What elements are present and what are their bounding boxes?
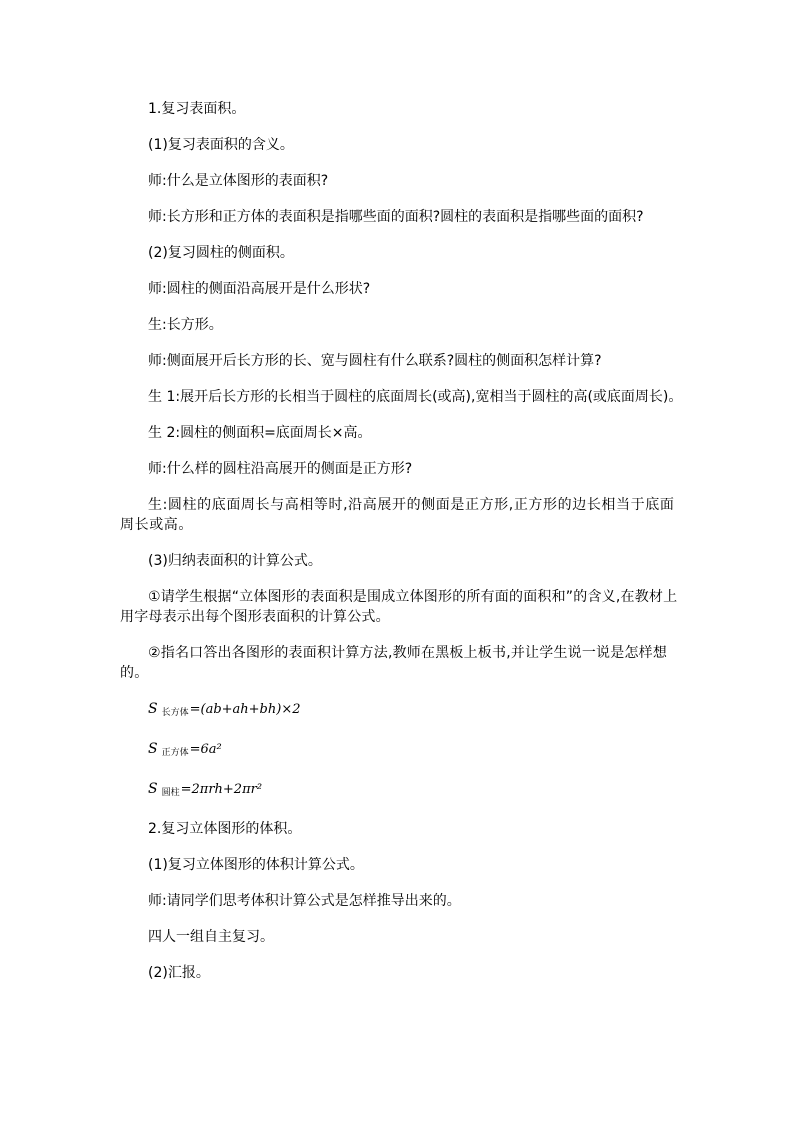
student-answer: 生:长方形。 xyxy=(148,317,223,333)
formula-symbol: S xyxy=(148,701,158,717)
formula-symbol: S xyxy=(148,781,158,797)
teacher-question: 师:侧面展开后长方形的长、宽与圆柱有什么联系?圆柱的侧面积怎样计算? xyxy=(148,353,602,369)
formula-expression: =6a² xyxy=(189,742,222,757)
formula-subscript: 长方体 xyxy=(161,708,189,718)
formula-symbol: S xyxy=(148,741,158,757)
formula-subscript: 圆柱 xyxy=(161,788,180,798)
teacher-question: 师:圆柱的侧面沿高展开是什么形状? xyxy=(148,281,371,297)
teacher-question: 师:请同学们思考体积计算公式是怎样推导出来的。 xyxy=(148,893,461,909)
formula-expression: =2πrh+2πr² xyxy=(180,782,263,797)
subsection-heading: (2)汇报。 xyxy=(148,965,210,981)
activity-note: 四人一组自主复习。 xyxy=(148,929,274,945)
student-answer: 生 2:圆柱的侧面积=底面周长×高。 xyxy=(148,425,372,441)
subsection-heading: (3)归纳表面积的计算公式。 xyxy=(148,553,322,569)
section-heading-volume: 2.复习立体图形的体积。 xyxy=(148,821,302,837)
formula-cylinder xyxy=(120,779,680,803)
student-answer: 生 1:展开后长方形的长相当于圆柱的底面周长(或高),宽相当于圆柱的高(或底面周长)。 xyxy=(148,389,683,405)
formula-cuboid xyxy=(120,699,680,723)
formula-subscript: 正方体 xyxy=(161,748,189,758)
teacher-question: 师:什么是立体图形的表面积? xyxy=(148,173,329,189)
formula-cube xyxy=(120,739,680,763)
subsection-heading: (1)复习表面积的含义。 xyxy=(148,137,294,153)
teacher-question: 师:什么样的圆柱沿高展开的侧面是正方形? xyxy=(148,461,413,477)
section-heading-surface-area: 1.复习表面积。 xyxy=(148,101,246,117)
subsection-heading: (2)复习圆柱的侧面积。 xyxy=(148,245,294,261)
subsection-heading: (1)复习立体图形的体积计算公式。 xyxy=(148,857,364,873)
teacher-question: 师:长方形和正方体的表面积是指哪些面的面积?圆柱的表面积是指哪些面的面积? xyxy=(148,209,644,225)
document-body xyxy=(120,99,683,999)
student-answer: 生:圆柱的底面周长与高相等时,沿高展开的侧面是正方形,正方形的边长相当于底面周长或高。 xyxy=(120,497,675,533)
instruction-paragraph: ②指名口答出各图形的表面积计算方法,教师在黑板上板书,并让学生说一说是怎样想的。 xyxy=(120,645,668,681)
formula-expression: =(ab+ah+bh)×2 xyxy=(189,702,301,717)
instruction-paragraph: ①请学生根据“立体图形的表面积是围成立体图形的所有面的面积和”的含义,在教材上用字母表示出每个图形表面积的计算公式。 xyxy=(120,589,678,625)
